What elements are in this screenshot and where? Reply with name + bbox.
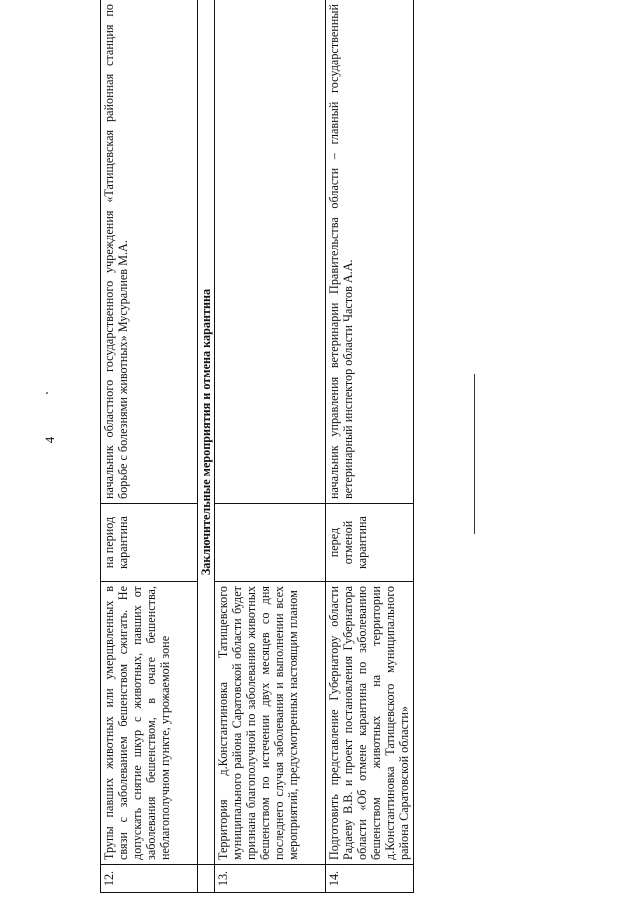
row-responsible	[215, 0, 326, 504]
row-number: 14.	[326, 865, 414, 893]
row-action: Трупы павших животных или умерщвленных в связи с заболеванием бешенством сжигать. Не допускать снятие шкур с животных, павших от заболевания бешенством, в очаге бешенства, неблагополучном пункте, угрожаемой зоне	[101, 582, 198, 865]
table-row	[101, 0, 198, 893]
table-row	[215, 0, 326, 893]
row-term	[215, 504, 326, 582]
row-term: перед отменой карантина	[326, 504, 414, 582]
section-title: Заключительные мероприятия и отмена карантина	[198, 0, 215, 865]
row-responsible: начальник управления ветеринарии Правительства области – главный государственный ветеринарный инспектор области Частов А.А.	[326, 0, 414, 504]
row-number: 12.	[101, 865, 198, 893]
row-number: 13.	[215, 865, 326, 893]
table-row	[326, 0, 414, 893]
section-header-row	[198, 0, 215, 893]
scan-speck	[46, 392, 48, 394]
row-responsible: начальник областного государственного учреждения «Татищевская районная станция по борьбе с болезнями животных» Мусуралиев М.А.	[101, 0, 198, 504]
scan-artifact-line	[474, 374, 475, 534]
row-action: Территория д.Константиновка Татищевского муниципального района Саратовской области будет признана благополучной по заболеванию животных бешенством по истечении двух месяцев со дня последнего случая заболевания и выполнении всех мероприятий, предусмотренных настоящим планом	[215, 582, 326, 865]
row-term: на период карантина	[101, 504, 198, 582]
rotated-table-region	[100, 0, 412, 893]
measures-table	[100, 0, 414, 893]
page-number: 4	[42, 436, 57, 444]
rotated-table-frame	[100, 0, 412, 893]
section-number-cell	[198, 865, 215, 893]
row-action: Подготовить представление Губернатору области Радаеву В.В. и проект постановления Губернатора области «Об отмене карантина по заболеванию бешенством животных на территории д.Константиновка Татищевского муниципального района Саратовской области»	[326, 582, 414, 865]
